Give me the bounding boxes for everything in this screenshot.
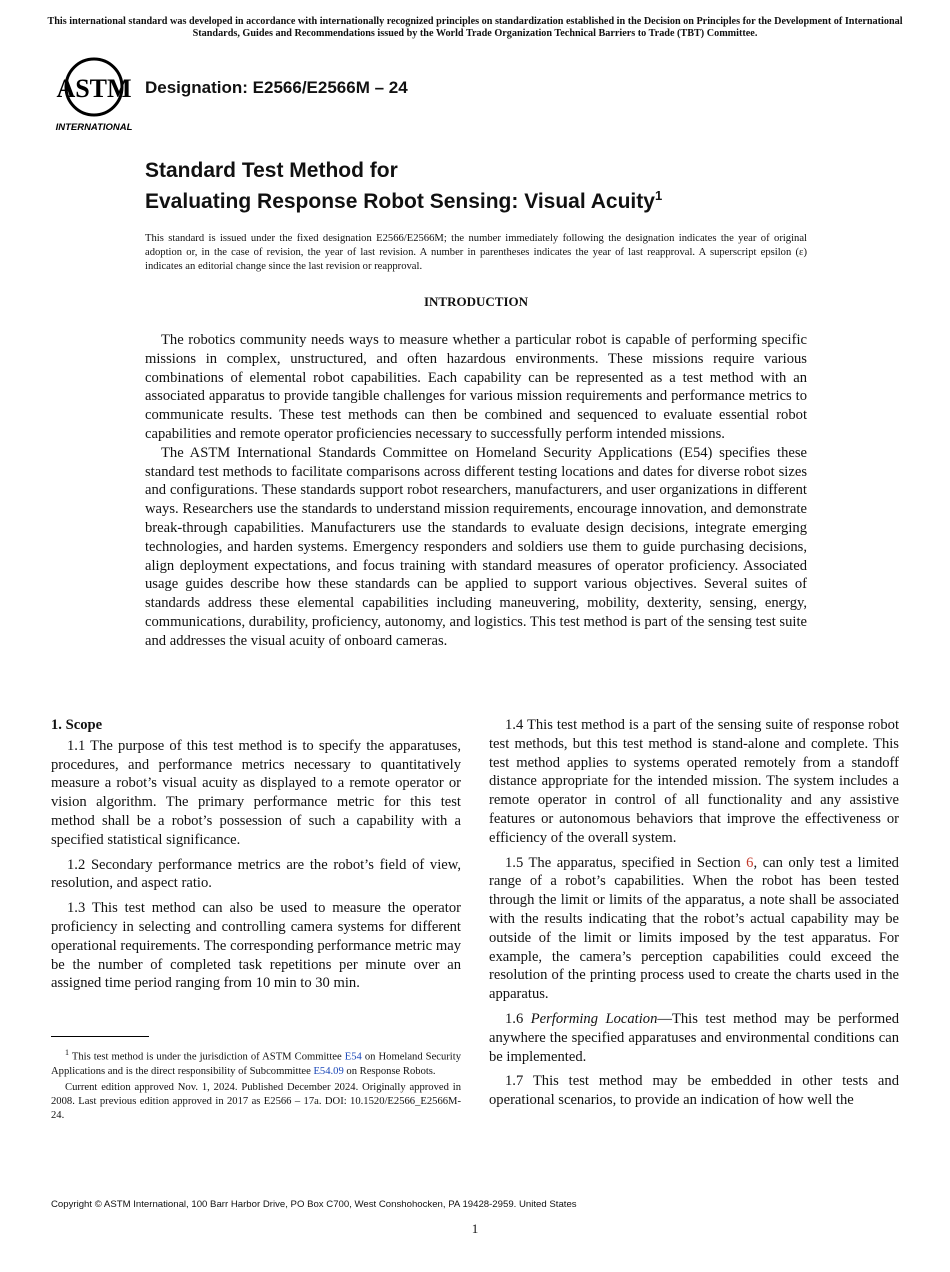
title-line-1: Standard Test Method for: [145, 159, 398, 182]
footnotes: [51, 1046, 461, 1125]
section-1-5: 1.5 The apparatus, specified in Section 6, can only test a limited range of a robot’s capabilities. When the robot has been tested through the limit or limits of the apparatus, a note shall be associated with the results indicating that the robot’s actual capability may be outside of the limit or limits imposed by the test apparatus. For example, the camera’s perception capabilities could exceed the resolution of the printing process used to create the charts used in the apparatus.: [489, 854, 899, 1003]
performing-location-term: Performing Location: [530, 1010, 658, 1027]
footnote-1: $^1$ This test method is under the jurisdiction of ASTM Committee E54 on Homeland Security Applications and is the direct responsibility of Subcommittee E54.09 on Response Robots.: [51, 1048, 461, 1077]
issue-note: This standard is issued under the fixed designation E2566/E2566M; the number immediately following the designation indicates the year of original adoption or, in the case of revision, the year of last revision. A number in parentheses indicates the year of last reapproval. A superscript epsilon (ε) indicates an editorial change since the last revision or reapproval.: [145, 233, 807, 272]
section-1-3: 1.3 This test method can also be used to measure the operator proficiency in selecting and controlling camera systems for different operational requirements. The corresponding performance metric may be the number of completed task repetitions per minute over an assigned time period ranging from 10 min to 30 min.: [51, 900, 461, 992]
introduction: [145, 331, 807, 651]
section-1-4: 1.4 This test method is a part of the sensing suite of response robot test methods, but this test method is stand-alone and complete. This test method applies to systems operated remotely from a standoff distance appropriate for the intended mission. The system includes a remote operator in control of all functionality and any assistive features or autonomous behaviors that improve the effectiveness or efficiency of the overall system.: [489, 717, 899, 846]
title-line-2: Evaluating Response Robot Sensing: Visual Acuity$^1$: [145, 188, 663, 213]
introduction-heading: INTRODUCTION: [423, 294, 528, 309]
section-1-2: 1.2 Secondary performance metrics are the robot’s field of view, resolution, and aspect ratio.: [51, 856, 461, 892]
section-1-1: 1.1 The purpose of this test method is to specify the apparatuses, procedures, and performance metrics necessary to quantitatively measure a robot’s visual acuity as displayed to a remote operator or vision algorithm. The primary performance metric for this test method shall be a robot’s possession of such a capability with a specified statistical significance.: [51, 737, 461, 848]
copyright: Copyright © ASTM International, 100 Barr Harbor Drive, PO Box C700, West Conshohocken, PA 19428-2959. United States: [51, 1199, 577, 1210]
left-column: [51, 716, 461, 999]
astm-logo-icon: [52, 55, 136, 133]
logo-subtext: INTERNATIONAL: [55, 122, 133, 133]
e54-09-link[interactable]: E54.09: [313, 1065, 344, 1077]
title-footnote-mark: 1: [654, 188, 663, 203]
logo-text: ASTM: [56, 74, 132, 103]
section-1-6: 1.6 Performing Location—This test method may be performed anywhere the specified apparatuses and environmental conditions can be implemented.: [489, 1010, 899, 1065]
e54-link[interactable]: E54: [344, 1051, 362, 1063]
designation: Designation: E2566/E2566M – 24: [145, 78, 408, 97]
footnote-divider: [51, 1036, 149, 1037]
scope-heading: 1. Scope: [51, 717, 103, 733]
intro-paragraph-1: The robotics community needs ways to measure whether a particular robot is capable of performing specific missions in complex, unstructured, and often hazardous environments. These missions require various combinations of elemental robot capabilities. Each capability can be represented as a test method with an associated apparatus to provide tangible challenges for various mission requirements and performance metrics to communicate results. These test methods can then be combined and sequenced to evaluate essential robot capabilities and remote operator proficiencies necessary to successfully perform intended missions.: [145, 332, 807, 442]
section-1-7: 1.7 This test method may be embedded in other tests and operational scenarios, to provide an indication of how well the: [489, 1073, 899, 1109]
edition-note: Current edition approved Nov. 1, 2024. Published December 2024. Originally approved in 2008. Last previous edition approved in 2017 as E2566 – 17a. DOI: 10.1520/E2566_E2566M-24.: [51, 1081, 461, 1121]
page-number: 1: [471, 1221, 479, 1236]
intro-paragraph-2: The ASTM International Standards Committee on Homeland Security Applications (E54) specifies these standard test methods to facilitate comparisons across different testing locations and dates for diverse robot sizes and configurations. These standards support robot researchers, manufacturers, and user organizations in different ways. Researchers use the standards to understand mission requirements, encourage innovation, and demonstrate break-through capabilities. Manufacturers use the standards to evaluate design decisions, integrate emerging technologies, and harden systems. Emergency responders and soldiers use them to guide purchasing decisions, align deployment expectations, and focus training with standard measures of operator proficiency. Associated usage guides describe how these standards can be applied to support various objectives. Several suites of standards address these elemental capabilities including maneuvering, mobility, dexterity, sensing, energy, communications, durability, proficiency, autonomy, and logistics. This test method is part of the sensing test suite and addresses the visual acuity of onboard cameras.: [145, 444, 807, 649]
top-notice: This international standard was developed in accordance with internationally recognized principles on standardization established in the Decision on Principles for the Development of International Standards, Guides and Recommendations issued by the World Trade Organization Technical Barriers to Trade (TBT) Committee.: [47, 16, 903, 39]
page-title: [145, 158, 662, 214]
right-column: [489, 716, 899, 1116]
section-6-link[interactable]: 6: [746, 854, 754, 871]
